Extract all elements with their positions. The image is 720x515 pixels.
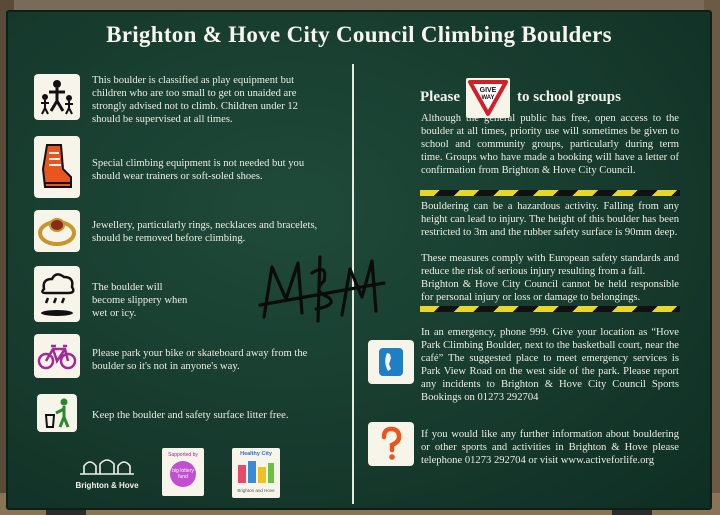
council-logo [74, 456, 140, 490]
hazard-stripe-bottom [420, 306, 680, 312]
question-mark-icon [368, 422, 414, 466]
healthy-city-sub-label: Brighton and Hove [237, 488, 275, 493]
children-icon [34, 74, 80, 120]
give-way-line1: GIVE [479, 87, 497, 94]
council-logo-label: Brighton & Hove [75, 481, 139, 490]
info-text: If you would like any further information about bouldering or other sports and activities in Brighton & Hove please telephone 01273 292704 or visit www.activeforlife.org [421, 429, 679, 466]
hazard-stripe-top [420, 190, 680, 196]
emergency-text: In an emergency, phone 999. Give your location as “Hove Park Climbing Boulder, next to the basketball court, near the café” The suggested place to meet emergency services is Park View Road on the west side of the park. Please report any incidents to Brighton & Hove City Council Sports Bookings on 01273 292704 [421, 327, 679, 403]
give-way-line2: WAY [481, 95, 495, 101]
left-item-text: Keep the boulder and safety surface litter free. [92, 410, 289, 421]
graffiti-tag [258, 247, 388, 327]
left-item-text: The boulder will become slippery when wet or icy. [92, 282, 188, 319]
left-item-text: Special climbing equipment is not needed but you should wear trainers or soft-soled shoes. [92, 158, 305, 182]
litter-bin-icon [37, 394, 77, 432]
information-sign [6, 10, 712, 510]
bicycle-icon [34, 334, 80, 378]
healthy-city-label: Healthy City [240, 451, 272, 457]
lottery-label: big lottery fund [172, 468, 194, 480]
hazard-paragraph-3: Brighton & Hove City Council cannot be held responsible for personal injury or loss or damage to belongings. [421, 279, 679, 303]
supported-by-label: Supported by [168, 452, 198, 458]
school-groups-text: Although the general public has free, open access to the boulder at all times, priority use will sometimes be given to school and community groups, particularly during term time. Groups who have made a booking will have a letter of confirmation from Brighton & Hove City Council. [421, 113, 679, 176]
lottery-logo [162, 448, 204, 496]
school-groups-label: to school groups [517, 89, 621, 105]
left-item-text: Jewellery, particularly rings, necklaces and bracelets, should be removed before climbing. [92, 220, 318, 244]
please-label: Please [420, 89, 460, 105]
left-item-text: Please park your bike or skateboard away from the boulder so it's not in anyone's way. [92, 348, 308, 372]
left-item-text: This boulder is classified as play equipment but children who are too small to get on unaided are strongly advised not to climb. Children under 12 should be supervised at all times. [92, 75, 298, 125]
sign-title: Brighton & Hove City Council Climbing Boulders [106, 22, 612, 47]
hazard-paragraph-1: Bouldering can be a hazardous activity. Falling from any height can lead to injury. The height of this boulder has been restricted to 3m and the rubber safety surface is 90mm deep. [421, 201, 679, 238]
hazard-paragraph-2: These measures comply with European safety standards and reduce the risk of serious injury resulting from a fall. [421, 253, 679, 277]
telephone-icon [368, 340, 414, 384]
rain-cloud-icon [34, 266, 80, 322]
trainer-shoe-icon [34, 136, 80, 198]
healthy-city-logo [232, 448, 280, 498]
ring-icon [34, 210, 80, 252]
